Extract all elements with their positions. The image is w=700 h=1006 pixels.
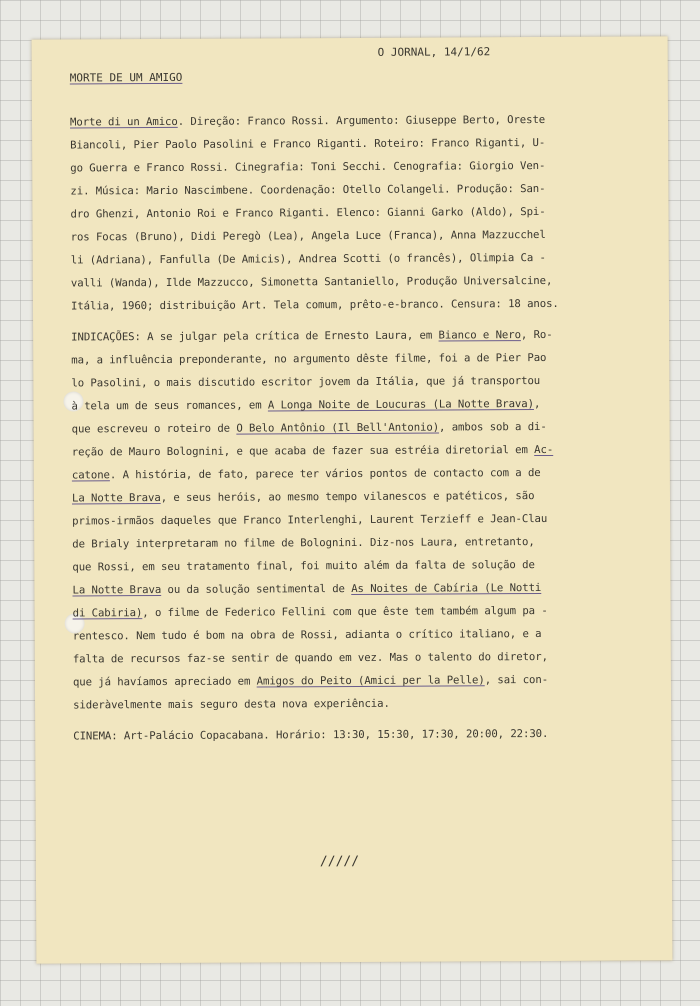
end-mark: ///// [319,853,360,870]
credits-line: Itália, 1960; distribuição Art. Tela comum, prêto-e-branco. Censura: 18 anos. [70,296,559,313]
review-title-ref: La Notte Brava [71,491,161,505]
review-text: ou da solução sentimental de [161,582,352,597]
credits-line: go Guerra e Franco Rossi. Cinegrafia: Toni Secchi. Cenografia: Giorgio Ven- [70,158,546,175]
review-title-ref: A Longa Noite de Loucuras (La Notte Brava) [267,397,534,412]
review-title-ref: La Notte Brava [72,583,162,597]
review-text: . A história, de fato, parece ter vários pontos de contacto com a de [109,466,541,482]
review-text: , sai con- [484,672,549,687]
review-title-ref: di Cabiria) [72,606,143,620]
review-line [71,328,553,345]
credits-line: li (Adriana), Fanfulla (De Amicis), Andrea Scotti (o francês), Olimpia Ca - [70,250,546,267]
credits-line: ros Focas (Bruno), Didi Peregò (Lea), Angela Luce (Franca), Anna Mazzucchel [70,227,546,244]
credits-line: dro Ghenzi, Antonio Roi e Franco Riganti. Elenco: Gianni Garko (Aldo), Spi- [70,204,546,221]
review-text: reção de Mauro Bolognini, e que acaba de fazer sua estréia diretorial em [71,443,535,459]
review-line: de Brialy interpretaram no filme de Bolognini. Diz-nos Laura, entretanto, [72,535,535,551]
review-title-ref: O Belo Antônio (Il Bell'Antonio) [236,420,440,435]
film-title: Morte di un Amico [69,114,178,129]
review-title-ref: Amigos do Peito (Amici per la Pelle) [256,673,485,688]
review-line: rentesco. Nem tudo é bom na obra de Rossi, adianta o crítico italiano, e a [72,627,542,643]
source-date: O JORNAL, 14/1/62 [377,45,491,59]
review-text: que já havíamos apreciado em [72,674,257,689]
review-line [73,673,548,689]
typewritten-page [32,36,673,963]
review-line: ma, a influência preponderante, no argumento dêste filme, foi a de Pier Pao [71,350,547,367]
review-line [73,604,548,620]
credits-line: zi. Música: Mario Nascimbene. Coordenação: Otello Colangeli. Produção: San- [70,181,546,198]
review-line: sideràvelmente mais seguro desta nova experiência. [73,696,390,712]
review-line [72,466,541,482]
cinema-line: CINEMA: Art-Palácio Copacabana. Horário: 13:30, 15:30, 17:30, 20:00, 22:30. [73,726,549,743]
review-text: , e seus heróis, ao mesmo tempo vilanescos e patéticos, são [160,489,535,505]
credits-line [70,113,545,129]
review-text: , ambos sob a di- [438,419,547,434]
review-text: INDICAÇÕES: A se julgar pela crítica de Ernesto Laura, em [71,328,439,344]
review-line: lo Pasolini, o mais discutido escritor jovem da Itália, que já transportou [71,374,541,390]
review-title-ref: Bianco e Nero [438,328,521,342]
review-title-ref: As Noites de Cabíria (Le Notti [351,581,542,596]
credits-text: . Direção: Franco Rossi. Argumento: Giuseppe Berto, Oreste [177,112,546,128]
credits-line: valli (Wanda), Ilde Mazzucco, Simonetta Santaniello, Produção Universalcine, [70,273,553,290]
review-line [72,489,534,505]
review-line [72,443,554,460]
credits-line: Biancoli, Pier Paolo Pasolini e Franco Riganti. Roteiro: Franco Riganti, U- [70,135,546,152]
review-text: que escreveu o roteiro de [71,421,237,436]
review-text: , [533,397,541,411]
review-line: falta de recursos faz-se sentir de quando em vez. Mas o talento do diretor, [72,649,548,666]
review-text: , Ro- [520,327,553,342]
review-line [72,581,541,597]
review-text: , o filme de Federico Fellini com que êste tem também algum pa - [142,603,548,620]
review-line: que Rossi, em seu tratamento final, foi muito além da falta de solução de [72,558,535,574]
review-line [72,420,547,436]
review-text: à tela um de seus romances, em [71,398,268,413]
page-title: MORTE DE UM AMIGO [69,70,183,85]
review-title-ref: catone [71,468,110,482]
review-line: primos-irmãos daqueles que Franco Interlenghi, Laurent Terzieff e Jean-Clau [72,511,548,528]
review-title-ref: Ac- [534,442,554,457]
review-line [71,397,540,413]
